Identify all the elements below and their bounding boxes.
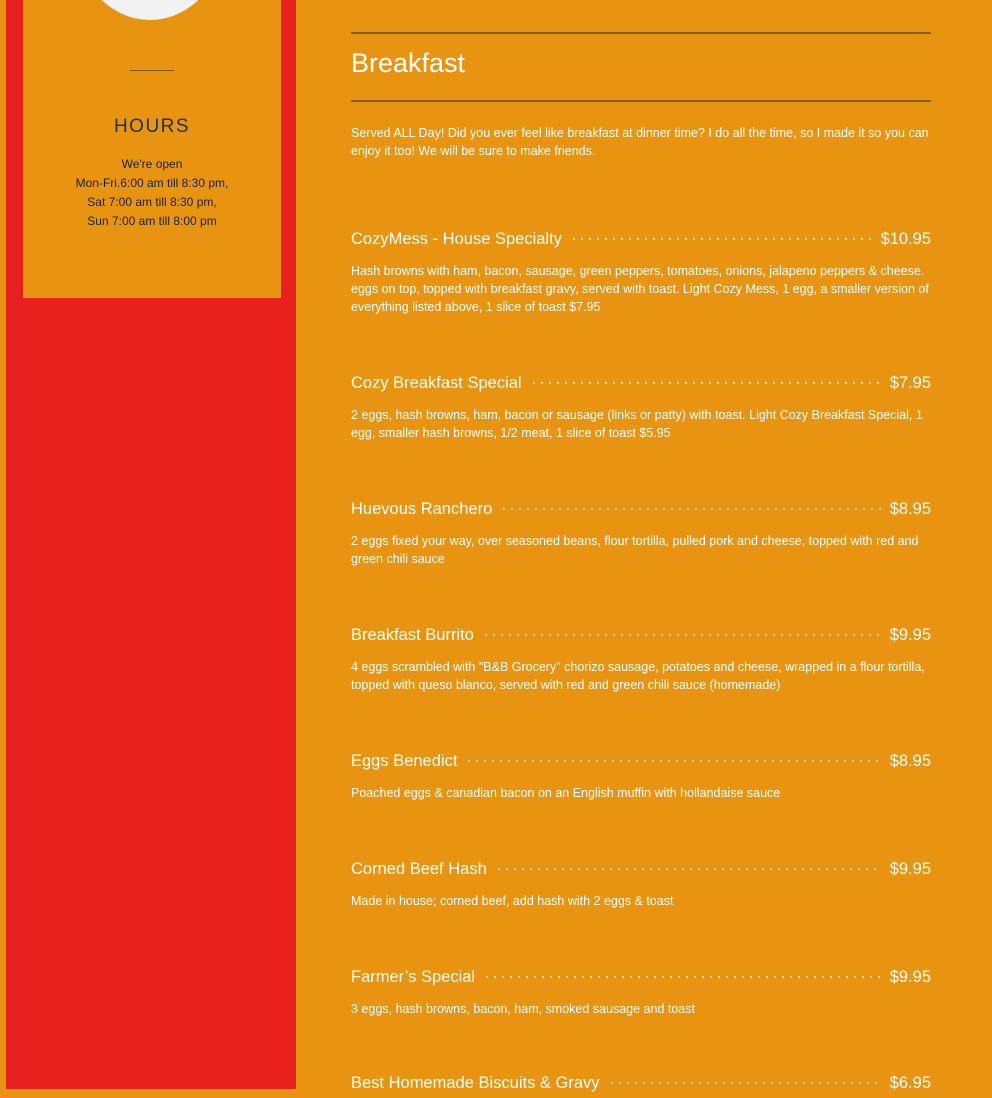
menu-item-description: 2 eggs fixed your way, over seasoned beans, flour tortilla, pulled pork and cheese, topped with red and green chili sauce <box>351 534 919 566</box>
sidebar <box>6 0 296 1089</box>
dot-leader <box>483 976 882 978</box>
hours-line-open: We're open <box>121 157 183 171</box>
hours-line-weekdays: Mon-Fri.6:00 am till 8:30 pm, <box>75 176 229 190</box>
hours-line-saturday: Sat 7:00 am till 8:30 pm, <box>87 195 217 209</box>
menu-item-description: 3 eggs, hash browns, bacon, ham, smoked sausage and toast <box>351 1002 695 1016</box>
dot-leader <box>570 238 873 240</box>
dot-leader <box>465 760 881 762</box>
menu-item-name: CozyMess - House Specialty <box>351 230 562 248</box>
menu-item-description: Poached eggs & canadian bacon on an English muffin with hollandaise sauce <box>351 786 781 800</box>
menu-item-name: Best Homemade Biscuits & Gravy <box>351 1074 600 1092</box>
menu-item <box>351 860 931 910</box>
dot-leader <box>482 634 882 636</box>
menu-item-price: $9.95 <box>889 626 931 644</box>
hours-title: HOURS <box>113 116 191 137</box>
menu-item-description: 4 eggs scrambled with "B&B Grocery" chorizo sausage, potatoes and cheese, wrapped in a flour tortilla, topped with queso blanco, served with red and green chili sauce (homemade) <box>351 660 925 692</box>
menu-item <box>351 374 931 442</box>
hours-card <box>23 0 281 298</box>
menu-item-price: $9.95 <box>889 860 931 878</box>
menu-item-price: $7.95 <box>889 374 931 392</box>
menu-item-name: Huevous Ranchero <box>351 500 493 518</box>
menu-item-price: $9.95 <box>889 968 931 986</box>
menu-item <box>351 752 931 802</box>
menu-item <box>351 500 931 568</box>
menu-item <box>351 968 931 1018</box>
logo-image <box>75 0 225 20</box>
menu-item-description: Hash browns with ham, bacon, sausage, green peppers, tomatoes, onions, jalapeno peppers & cheese. eggs on top, topped with breakfast gravy, served with toast. Light Cozy Mess, 1 egg, a smaller version of everything listed above, 1 slice of toast $7.95 <box>351 264 929 314</box>
menu-item-name: Breakfast Burrito <box>351 626 474 644</box>
dot-leader <box>608 1082 882 1084</box>
menu-item-name: Farmer’s Special <box>351 968 476 986</box>
dot-leader <box>495 868 882 870</box>
menu-item-price: $8.95 <box>889 500 931 518</box>
section-intro: Served ALL Day! Did you ever feel like breakfast at dinner time? I do all the time, so I made it so you can enjoy it too! We will be sure to make friends. <box>351 126 929 158</box>
menu-item-name: Corned Beef Hash <box>351 860 487 878</box>
menu-item-price: $6.95 <box>889 1074 931 1092</box>
menu-item <box>351 626 931 694</box>
menu-item-price: $10.95 <box>880 230 931 248</box>
menu-item-price: $8.95 <box>889 752 931 770</box>
menu-item-description: Made in house; corned beef, add hash with 2 eggs & toast <box>351 894 674 908</box>
menu-item-description: 2 eggs, hash browns, ham, bacon or sausage (links or patty) with toast. Light Cozy Breakfast Special, 1 egg, smaller hash browns, 1/2 meat, 1 slice of toast $5.95 <box>351 408 923 440</box>
menu-item-name: Eggs Benedict <box>351 752 458 770</box>
menu-item-name: Cozy Breakfast Special <box>351 374 522 392</box>
dot-leader <box>500 508 881 510</box>
sidebar-divider <box>130 70 174 71</box>
menu-content <box>351 0 931 1092</box>
dot-leader <box>530 382 882 384</box>
menu-item <box>351 1074 931 1098</box>
menu-item <box>351 230 931 316</box>
title-rule-top <box>351 32 931 34</box>
hours-line-sunday: Sun 7:00 am till 8:00 pm <box>87 214 217 228</box>
title-rule-bottom <box>351 100 931 102</box>
section-title: Breakfast <box>351 48 466 78</box>
